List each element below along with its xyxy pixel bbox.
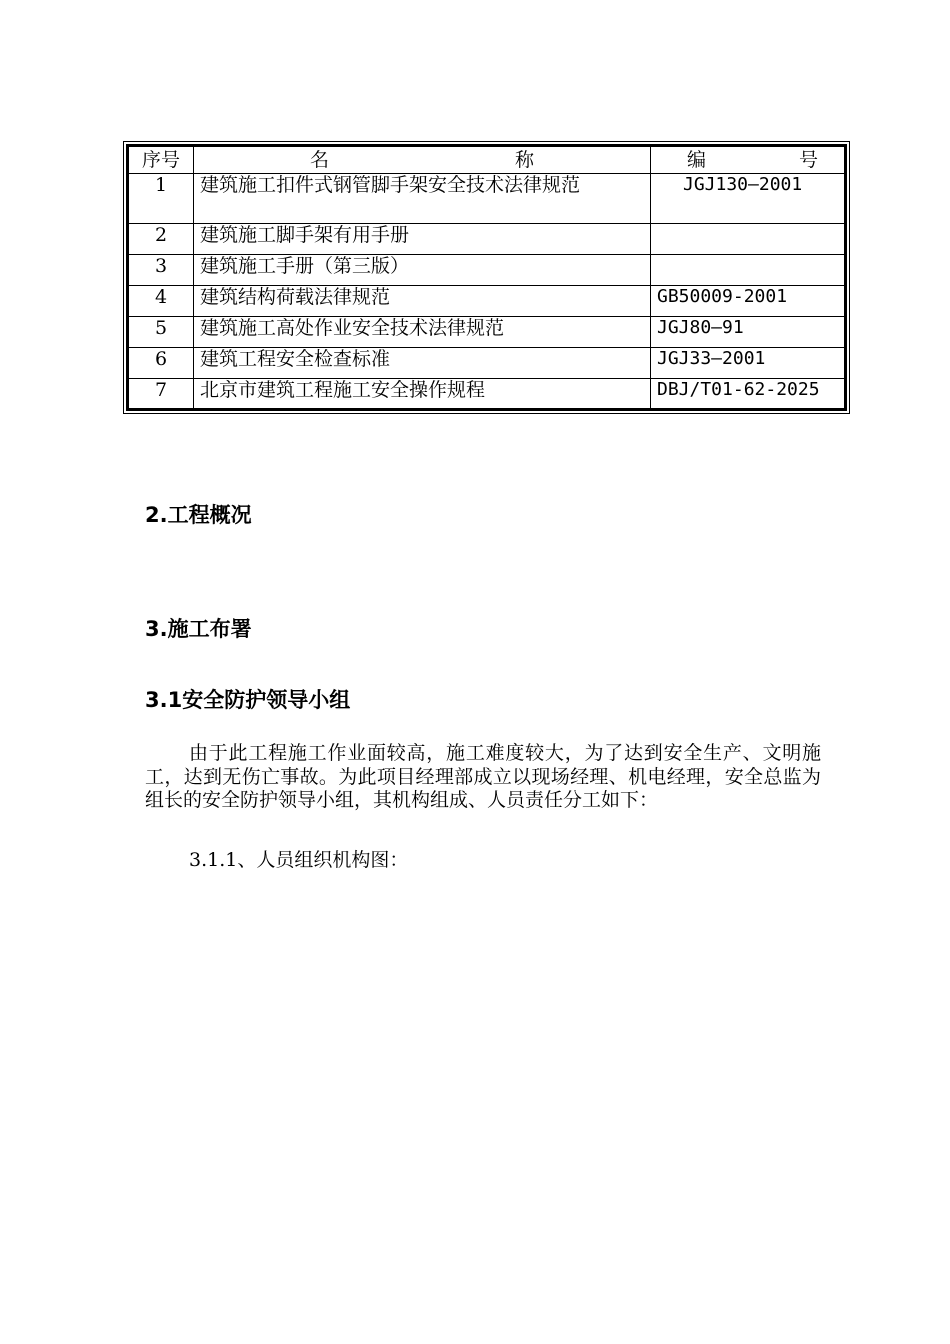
- table-row: [128, 317, 846, 348]
- row-name: 建筑施工高处作业安全技术法律规范: [194, 317, 651, 348]
- standards-table: [126, 144, 847, 411]
- header-code-right: 号: [798, 149, 818, 171]
- row-no: 6: [128, 348, 194, 379]
- table-row: [128, 348, 846, 379]
- table-row: [128, 174, 846, 224]
- row-code: [651, 224, 846, 255]
- header-name: [194, 146, 651, 174]
- row-name: 建筑施工脚手架有用手册: [194, 224, 651, 255]
- table-row: [128, 255, 846, 286]
- table-row: [128, 224, 846, 255]
- row-code: JGJ33—2001: [651, 348, 846, 379]
- row-name: 建筑工程安全检查标准: [194, 348, 651, 379]
- row-name: 建筑施工扣件式钢管脚手架安全技术法律规范: [194, 174, 651, 224]
- row-no: 3: [128, 255, 194, 286]
- row-code: DBJ/T01-62-2025: [651, 379, 846, 410]
- header-code: [651, 146, 846, 174]
- section-heading-overview: 2.工程概况: [145, 503, 252, 527]
- row-code: JGJ130—2001: [651, 174, 846, 224]
- header-name-right: 称: [514, 149, 534, 171]
- subitem-org-chart: 3.1.1、人员组织机构图：: [189, 849, 409, 871]
- body-paragraph: 由于此工程施工作业面较高，施工难度较大，为了达到安全生产、文明施工，达到无伤亡事故。为此项目经理部成立以现场经理、机电经理，安全总监为组长的安全防护领导小组，其机构组成、人员责任分工如下：: [145, 742, 821, 811]
- row-code: [651, 255, 846, 286]
- section-heading-safety-group: 3.1安全防护领导小组: [145, 688, 351, 712]
- row-code: JGJ80—91: [651, 317, 846, 348]
- table-row: [128, 286, 846, 317]
- row-name: 建筑施工手册（第三版）: [194, 255, 651, 286]
- row-name: 建筑结构荷载法律规范: [194, 286, 651, 317]
- header-name-left: 名: [310, 149, 330, 171]
- row-name: 北京市建筑工程施工安全操作规程: [194, 379, 651, 410]
- table-header-row: [128, 146, 846, 174]
- standards-table-frame: [123, 141, 850, 414]
- row-no: 5: [128, 317, 194, 348]
- header-no: 序号: [128, 146, 194, 174]
- row-no: 2: [128, 224, 194, 255]
- header-code-left: 编: [687, 149, 707, 171]
- row-no: 7: [128, 379, 194, 410]
- section-heading-layout: 3.施工布署: [145, 617, 252, 641]
- row-no: 1: [128, 174, 194, 224]
- row-code: GB50009-2001: [651, 286, 846, 317]
- table-row: [128, 379, 846, 410]
- row-no: 4: [128, 286, 194, 317]
